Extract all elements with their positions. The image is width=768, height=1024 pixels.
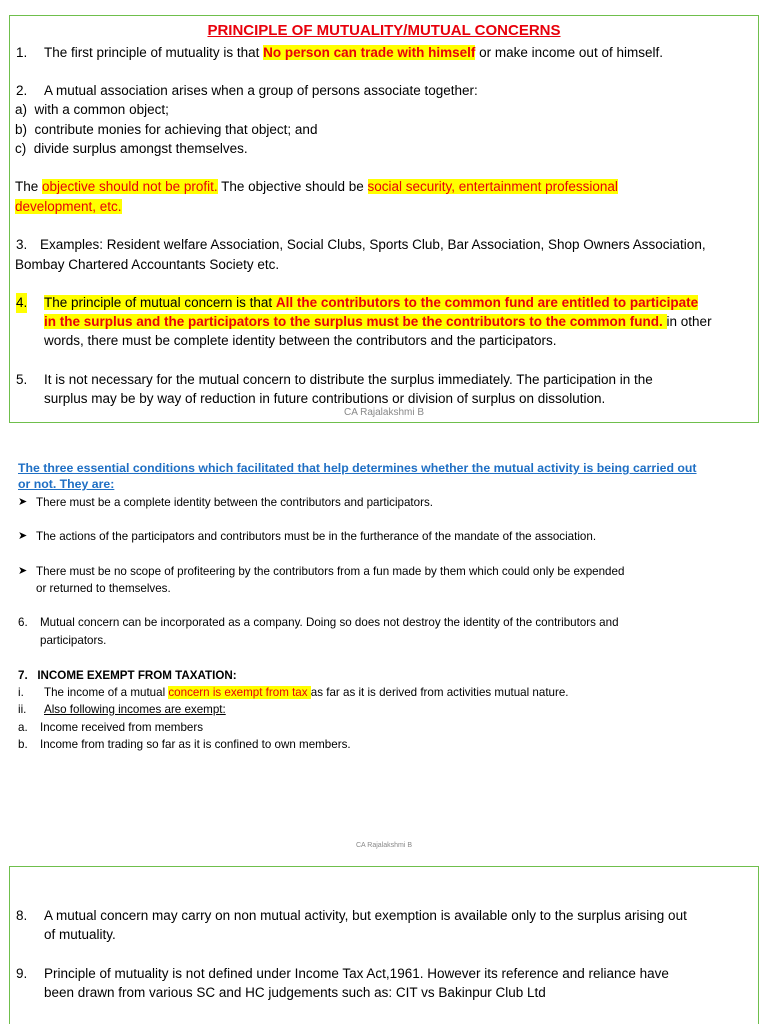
slide-1-title: PRINCIPLE OF MUTUALITY/MUTUAL CONCERNS: [207, 22, 561, 39]
list-item-c: c) divide surplus amongst themselves.: [15, 141, 248, 156]
arrow-bullet-icon: ➤: [18, 496, 28, 508]
highlight-no-trade-with-himself: No person can trade with himself: [263, 45, 476, 60]
point-4-line-3: words, there must be complete identity between the contributors and the participators.: [44, 333, 557, 348]
arrow-bullet-icon: ➤: [18, 565, 28, 577]
slide-2: The three essential conditions which facilitated that help determines whether the mutual activity is being carried out or not. They are: ➤ There must be a complete identity between the contributors and participators. ➤ The actions of the participators and contributors must be in the furtherance of the mandate of the association. ➤ There must be no scope of profiteering by the contributors from a fun made by them which could only be expended or returned to themselves. 6. Mutual concern can be incorporated as a company. Doing so does not destroy the identity of the contributors and participators. 7. INCOME EXEMPT FROM TAXATION: i. The income of a mutual concern is exempt from tax as far as it is derived from activities mutual nature. ii. Also following incomes are exempt: a. Income received from members b. Income from trading so far as it is confined to own members. CA Rajalakshmi B: [9, 432, 759, 852]
point-9-line-2: been drawn from various SC and HC judgements such as: CIT vs Bakinpur Club Ltd: [44, 985, 546, 1000]
slide-3: 8. A mutual concern may carry on non mutual activity, but exemption is available only to the surplus arising out of mutuality. 9. Principle of mutuality is not defined under Income Tax Act,1961. However its reference and reliance have been drawn from various SC and HC judgements such as: CIT vs Bakinpur Club Ltd: [9, 866, 759, 1024]
highlight-exempt-from-tax: concern is exempt from tax: [168, 686, 311, 699]
slide-2-footer: CA Rajalakshmi B: [355, 842, 413, 849]
objective-line-2: development, etc.: [15, 199, 122, 214]
arrow-bullet-icon: ➤: [18, 530, 28, 542]
point-8-line-2: of mutuality.: [44, 927, 116, 942]
slide-1: PRINCIPLE OF MUTUALITY/MUTUAL CONCERNS 1. The first principle of mutuality is that No person can trade with himself or make income out of himself. 2. A mutual association arises when a group of persons associate together: a) with a common object; b) contribute monies for achieving that object; and c) divide surplus amongst themselves. The objective should not be profit. The objective should be social security, entertainment professional development, etc. 3. Examples: Resident welfare Association, Social Clubs, Sports Club, Bar Association, Shop Owners Association, Bombay Chartered Accountants Society etc. 4. The principle of mutual concern is that All the contributors to the common fund are entitled to participate in the surplus and the participators to the surplus must be the contributors to the common fund. in other words, there must be complete identity between the contributors and the participators. 5. It is not necessary for the mutual concern to distribute the surplus immediately. The participation in the surplus may be by way of reduction in future contributions or division of surplus on dissolution. CA Rajalakshmi B: [9, 15, 759, 423]
essential-conditions-heading: The three essential conditions which facilitated that help determines whether the mutual activity is being carried out or not. They are:: [18, 461, 697, 491]
point-7-heading: 7. INCOME EXEMPT FROM TAXATION:: [18, 669, 237, 682]
point-6-line-2: participators.: [40, 634, 107, 647]
highlight-social-security: social security, entertainment professional: [367, 179, 618, 194]
objective-line-1: The objective should not be profit. The objective should be social security, entertainment professional: [15, 179, 618, 194]
point-5-line-2: surplus may be by way of reduction in future contributions or division of surplus on dissolution.: [44, 391, 606, 406]
bullet-3-line-2: or returned to themselves.: [36, 582, 171, 595]
list-item-a: a) with a common object;: [15, 102, 169, 117]
list-item-b: b) contribute monies for achieving that object; and: [15, 122, 318, 137]
slide-1-footer: CA Rajalakshmi B: [343, 407, 425, 418]
point-4-line-2: in the surplus and the participators to the surplus must be the contributors to the common fund. in other: [44, 314, 712, 329]
point-3-line-2: Bombay Chartered Accountants Society etc.: [15, 257, 280, 272]
highlight-objective-not-profit: objective should not be profit.: [42, 179, 218, 194]
highlight-contributors-entitled: All the contributors to the common fund are entitled to participate: [275, 295, 699, 310]
